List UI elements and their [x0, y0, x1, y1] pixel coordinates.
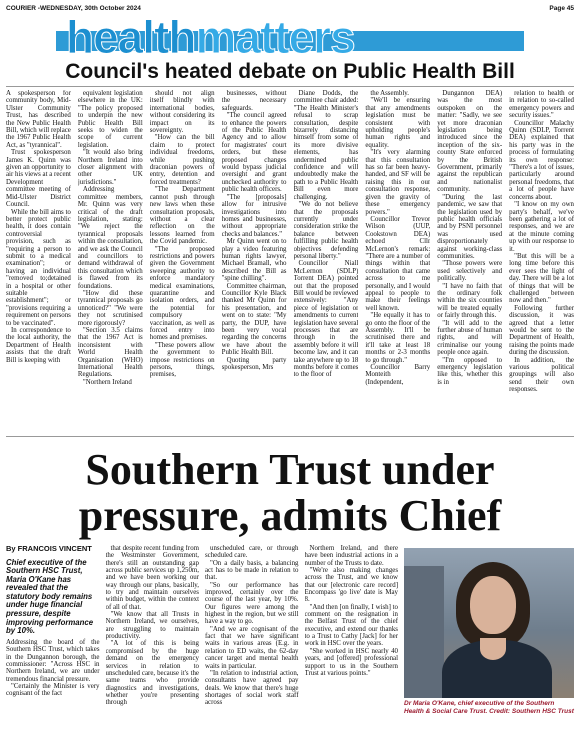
paragraph: Following further discussion, it was agreed that a letter would be sent to the Department of Health, raising the points made during the discussion.	[509, 304, 574, 357]
paragraph: "And then [on finally, I wish] to comment on the resignation in the Belfast Trust of the chief executive, and extend our thanks to a Trust to Cathy [Jack] for her work in HSC over the years.	[304, 603, 398, 648]
article1-column	[294, 90, 359, 432]
paragraph: Councillor Niall McLernon (SDLP) Torrent DEA) pointed out that the proposed Bill would be reviewed extensively: "Any piece of legislation or amendments to current legislation have several processes that are through in the assembly before it will become law, and it can take anywhere up to 18 months before it comes to the floor of	[293, 260, 359, 379]
paragraph: "I know on my own party's behalf, we've been gathering a lot of responses, and we are at the minute coming up with our response to it.	[509, 201, 574, 253]
paragraph: In addition, the various political groupings will also send their own responses.	[509, 356, 574, 394]
article2-headline	[0, 447, 580, 539]
paragraph: "We're also making changes across the Trust, and we know that our [electronic care record] Encompass 'go live' date is May 8.	[304, 567, 398, 604]
article1-column	[509, 90, 574, 432]
paragraph: Councillor Trevor Wilson (UUP, Cookstown DEA) echoed Cllr McLernon's remark: "There are a number of things within that consultation that came across to me personally, and I would appeal to people to make their feelings well known.	[365, 215, 431, 312]
article1-column	[6, 90, 71, 432]
masthead-logo	[66, 11, 524, 63]
paragraph: "She worked in HSC nearly 40 years, and [offered] professional support to us in the Southern Trust at various points."	[304, 647, 398, 677]
paragraph: Councillor Malachy Quinn (SDLP, Torrent DEA) explained that his party was in the process of formulating its own response: "There's a lot of issues, particularly around personal freedoms, that a lot of people have concerns about.	[509, 119, 574, 201]
paragraph: Northern Ireland, and there have been industrial actions in a number of the Trusts to date.	[304, 545, 398, 567]
portrait-photo	[404, 548, 574, 698]
paragraph: Quoting party spokesperson, Mrs	[221, 356, 287, 372]
paragraph: "He equally it has to go onto the floor of the Assembly. It'll be scrutinised there and it'll take at least 18 months or 2-3 months to go through."	[365, 312, 431, 364]
paragraph: "The Department cannot push through new laws when these consultation proposals, without a clear reflection on the lessons learned from the Covid pandemic.	[149, 186, 215, 246]
paragraph: "And we are cognisant of the fact that we have significant waits in various areas (E.g. in relation to ED waits, the 62-day cancer target and mental health waits in particular.	[205, 625, 299, 670]
page-number: Page 45	[549, 5, 574, 12]
paragraph: "So our performance has improved, certainly over the course of the last year, by 10%. Our figures were among the highest in the region, but we still have a way to go.	[205, 581, 299, 626]
paragraph: Mr Quinn went on to play a video featuring human rights lawyer, Michael Bramall, who described the Bill as "spine chilling".	[221, 238, 287, 283]
paragraph: "We do not believe that the proposals currently under consideration strike the balance between fulfilling public health objectives defending personal liberty."	[293, 201, 359, 260]
paragraph: businesses, without the necessary safeguards.	[221, 90, 287, 112]
paragraph: Committee chairman, Councillor Kyle Black thanked Mr Quinn for his presentation, and went on to state: "My party, the DUP, have been very vocal regarding the concerns we have about the Public Health Bill.	[221, 282, 287, 357]
paragraph: "Northern Ireland	[82, 378, 132, 386]
photo-caption: Dr Maria O'Kane, chief executive of the Southern Health & Social Care Trust. Credit: Southern HSC Trust	[404, 700, 574, 715]
paragraph: "How did these tyrannical proposals go unnoticed?" "We were they not scrutinised more rigorously?	[77, 289, 143, 327]
paragraph: "The council agreed to enhance the powers of the Public Health Agency and to allow for magistrates' court orders, but these proposed changes would bypass judicial oversight and grant unchecked authority to public health officers.	[221, 112, 287, 194]
paragraph: Diane Dodds, the committee chair added: "The Health Minister's refusal to scrap consultation, despite bizarrely distancing himself from some of its more divisive elements, has undermined public confidence and will undoubtedly make the path to a Public Health Bill even more challenging.	[293, 90, 359, 201]
article1-column	[365, 90, 430, 432]
paragraph: "On a daily basis, a balancing act has to be made in relation to that.	[205, 559, 299, 582]
paragraph: In correspondence to the local authority, the Department of Health assists that the draft Bill is keeping with	[6, 327, 71, 364]
article2-body	[6, 545, 398, 732]
paragraph: the Assembly.	[370, 90, 409, 97]
article2-headline-line1: Southern Trust under	[85, 445, 495, 494]
paragraph: "It's very alarming that this consultation has so far been heavy-handed, and SF will be raising this in our consultation response, given the gravity of these emergency powers."	[365, 149, 431, 216]
article1-column	[437, 90, 502, 432]
masthead-word-health: health	[66, 11, 196, 63]
paragraph: relation to health or in relation to so-called emergency powers and security issues."	[509, 90, 574, 120]
paragraph: "These powers allow the government to impose restrictions on persons, things, premises,	[149, 341, 215, 379]
paragraph: "I have no faith that the ordinary folk within the six counties will be treated equally or fairly through this.	[437, 282, 503, 320]
paragraph: "In relation to industrial action, consultants have agreed pay deals. We know that there's huge shortages of social work staff across	[205, 669, 299, 707]
paragraph: "Section 3.5 claims that the 1967 Act is inconsistent with World Health Organisation (WHO) International Health Regulations.	[77, 327, 143, 379]
paragraph: Addressing committee members, Mr. Quinn was very critical of the draft legislation, stating: "We reject the tyrannical proposals within the consultation, and we ask the Council and councillors to demand withdrawal of this consultation which is flawed from its foundations.	[77, 186, 143, 290]
article1-column	[222, 90, 287, 432]
paragraph: Addressing the board of the Southern HSC Trust, which takes in the Dungannon borough, the commissioner: "Across HSC in Northern Ireland, we are under tremendous financial pressure.	[6, 638, 100, 683]
paragraph: "The proposed restrictions and powers given the Government sweeping authority to enforce mandatory medical examinations, quarantine and isolation orders, and the potential for compulsory vaccination, as well as forced entry into homes and premises.	[149, 245, 215, 342]
divider	[6, 436, 574, 437]
paragraph: "A lot of this is being compromised by the huge demand on the emergency services in relation to unscheduled care, because it's the same teams who provide diagnostics and investigations, whether you're presenting through	[105, 640, 199, 707]
byline: By FRANCOIS VINCENT	[6, 545, 92, 553]
running-head-date: COURIER -WEDNESDAY, 30th October 2024	[6, 5, 141, 12]
paragraph: "We know that all Trusts in Northern Ireland, we ourselves, are struggling to maintain productivity.	[105, 611, 199, 641]
paragraph: Trust spokesperson James K. Quinn was given an opportunity to air his views at a recent Development committee meeting of Mid-Ulster District Council.	[6, 149, 71, 209]
article2-column	[305, 545, 399, 732]
section-masthead	[56, 11, 524, 63]
paragraph: equivalent legislation elsewhere in the UK: "The policy proposed to underpin the new Public Health Bill seeks to widen the scope of current legislation.	[77, 90, 143, 149]
standfirst: Chief executive of the Southern HSC Trust, Maria O'Kane has revealed that the statutory body remains under huge financial pressure, despite improving performance by 10%.	[6, 557, 94, 636]
divider	[6, 86, 574, 87]
article2-column	[106, 545, 200, 732]
paragraph: "Those powers were used selectively and politically.	[437, 260, 503, 283]
paragraph: A spokesperson for community body, Mid-Ulster Community Trust, has described the New Public Health Bill, which will replace the 1967 Public Health Act, as "tyrannical".	[6, 90, 71, 149]
article2-column	[205, 545, 299, 732]
paragraph: that despite recent funding from the Westminster Government, there's still an outstanding gap across public services up 1,250m, and we have been working our way through our plans, basically, to try and maintain ourselves within budget, within the context of all of that.	[105, 545, 199, 611]
article1-column	[150, 90, 215, 432]
article2-column	[6, 545, 100, 732]
paragraph: "Certainly the Minister is very cognisant of the fact	[6, 682, 100, 698]
paragraph: "I'm opposed to emergency legislation like this, whether this is in	[437, 356, 503, 386]
paragraph: Councillor Barry Monteith (Independent,	[365, 364, 431, 386]
paragraph: "It would also bring Northern Ireland into closer alignment with other UK jurisdictions."	[77, 149, 143, 186]
masthead-word-matters: matters	[195, 11, 355, 63]
paragraph: "How can the bill claim to protect individual freedoms, while pushing draconian powers of entry, detention and forced treatments?	[149, 134, 215, 186]
paragraph: "But this will be a long time before this ever sees the light of day. There will be a lot of things that will be challenged between now and then."	[509, 252, 574, 305]
paragraph: While the bill aims to better protect public health, it does contain controversial provision, such as "requiring a person to submit to a medical examination"; or having an individual "removed to;detained in a hospital or other suitable establishment"; or "provisions requiring a requirement on persons to be vaccinated".	[6, 208, 71, 327]
paragraph: should not align itself blindly with international bodies, without considering its impact on its sovereignty.	[149, 90, 215, 135]
paragraph: "We'll be ensuring that any amendments legislation must be consistent with upholding people's human rights and equality.	[365, 97, 431, 149]
article2-headline-line2: pressure, admits Chief	[78, 491, 502, 540]
paragraph: unscheduled care, or through scheduled care.	[205, 545, 299, 560]
paragraph: "It will add to the further abuse of human rights, and will criminalise our young people once again.	[437, 319, 503, 357]
paragraph: "During the last pandemic, we saw that the legislation used by public health officials and by PSNI personnel was used disproportionately against working-class communities.	[437, 193, 503, 260]
paragraph: "The [proposals] allow for intrusive investigations into homes and businesses, without appropriate checks and balances."	[221, 193, 287, 238]
paragraph: Dungannon DEA) was the most outspoken on the matter: "Sadly, we see yet more draconian legislation being introduced since the inception of the six-county State enforced by the British Government, primarily against the republican and nationalist community.	[437, 90, 503, 194]
article1-headline: Council's heated debate on Public Health Bill	[65, 60, 515, 83]
article1-column	[78, 90, 143, 432]
article1-body	[6, 90, 574, 432]
